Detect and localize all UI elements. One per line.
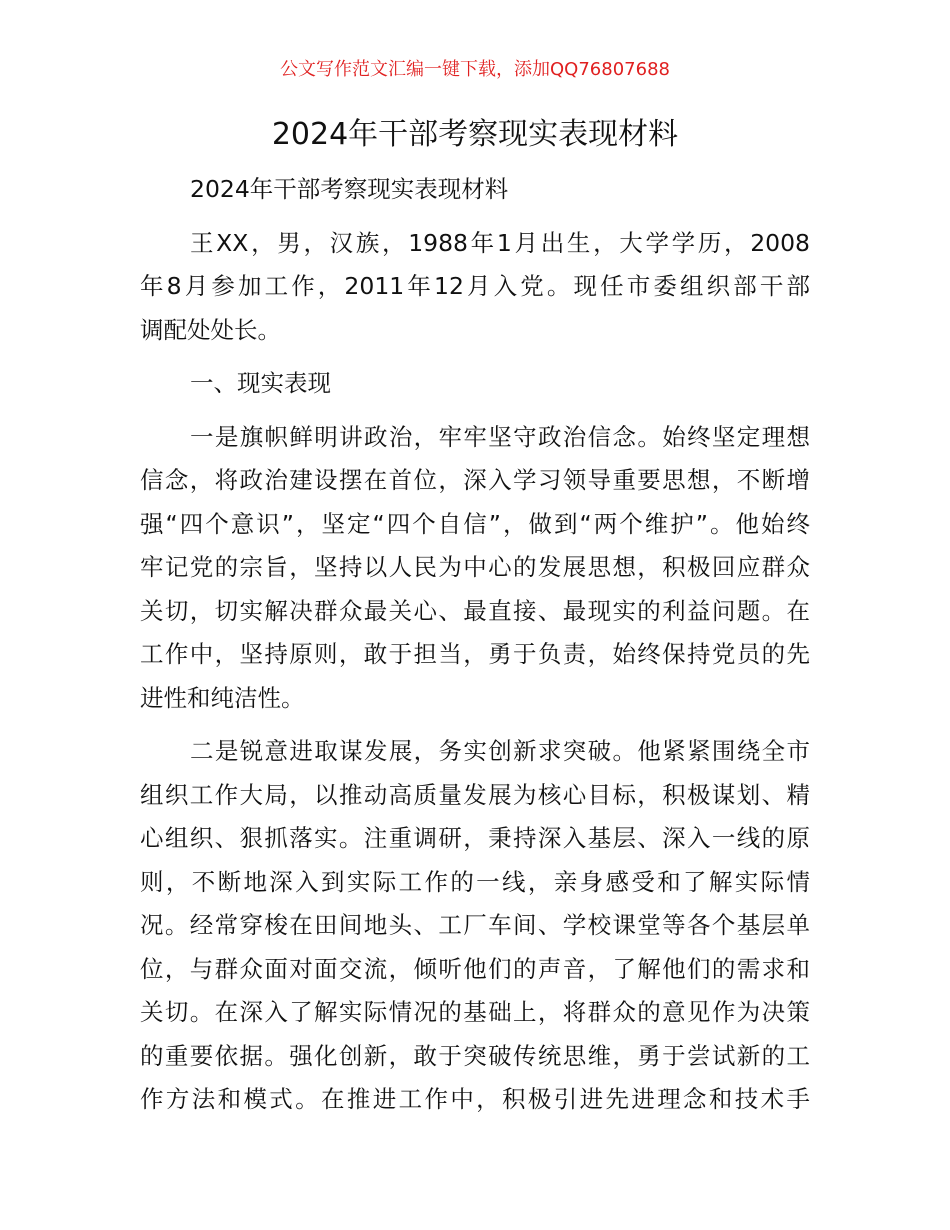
watermark-text: 公文写作范文汇编一键下载，添加QQ76807688 <box>280 59 670 80</box>
text-line: 2024年干部考察现实表现材料 <box>190 175 509 203</box>
text-line: 一、现实表现 <box>190 369 331 397</box>
text-line: 况。经常穿梭在田间地头、工厂车间、学校课堂等各个基层单 <box>140 911 810 939</box>
text-line: 调配处处长。 <box>140 315 281 344</box>
paragraph <box>140 168 810 212</box>
text-line: 一是旗帜鲜明讲政治，牢牢坚守政治信念。始终坚定理想 <box>190 422 810 451</box>
text-line: 工作中，坚持原则，敢于担当，勇于负责，始终保持党员的先 <box>140 640 810 668</box>
text-line: 则，不断地深入到实际工作的一线，亲身感受和了解实际情 <box>140 867 810 896</box>
text-line: 关切，切实解决群众最关心、最直接、最现实的利益问题。在 <box>140 596 810 625</box>
text-line: 进性和纯洁性。 <box>140 683 305 712</box>
text-line: 作方法和模式。在推进工作中，积极引进先进理念和技术手 <box>140 1085 810 1113</box>
text-line: 位，与群众面对面交流，倾听他们的声音，了解他们的需求和 <box>140 954 810 983</box>
text-line: 信念，将政治建设摆在首位，深入学习领导重要思想，不断增 <box>140 466 810 494</box>
text-line: 二是锐意进取谋发展，务实创新求突破。他紧紧围绕全市 <box>190 737 810 765</box>
paragraph <box>140 730 810 1122</box>
document-title: 2024年干部考察现实表现材料 <box>271 117 679 152</box>
text-line: 牢记党的宗旨，坚持以人民为中心的发展思想，积极回应群众 <box>140 553 810 581</box>
text-line: 王XX，男，汉族，1988年1月出生，大学学历，2008 <box>190 228 810 257</box>
text-line: 关切。在深入了解实际情况的基础上，将群众的意见作为决策 <box>140 998 810 1026</box>
section-heading <box>140 362 810 406</box>
text-line: 强“四个意识”，坚定“四个自信”，做到“两个维护”。他始终 <box>140 509 810 538</box>
paragraph <box>140 222 810 353</box>
paragraph <box>140 416 810 721</box>
document-body <box>140 168 810 1132</box>
text-line: 的重要依据。强化创新，敢于突破传统思维，勇于尝试新的工 <box>140 1041 810 1070</box>
text-line: 组织工作大局，以推动高质量发展为核心目标，积极谋划、精 <box>140 780 810 809</box>
text-line: 年8月参加工作，2011年12月入党。现任市委组织部干部 <box>140 272 810 300</box>
text-line: 心组织、狠抓落实。注重调研，秉持深入基层、深入一线的原 <box>140 824 810 852</box>
